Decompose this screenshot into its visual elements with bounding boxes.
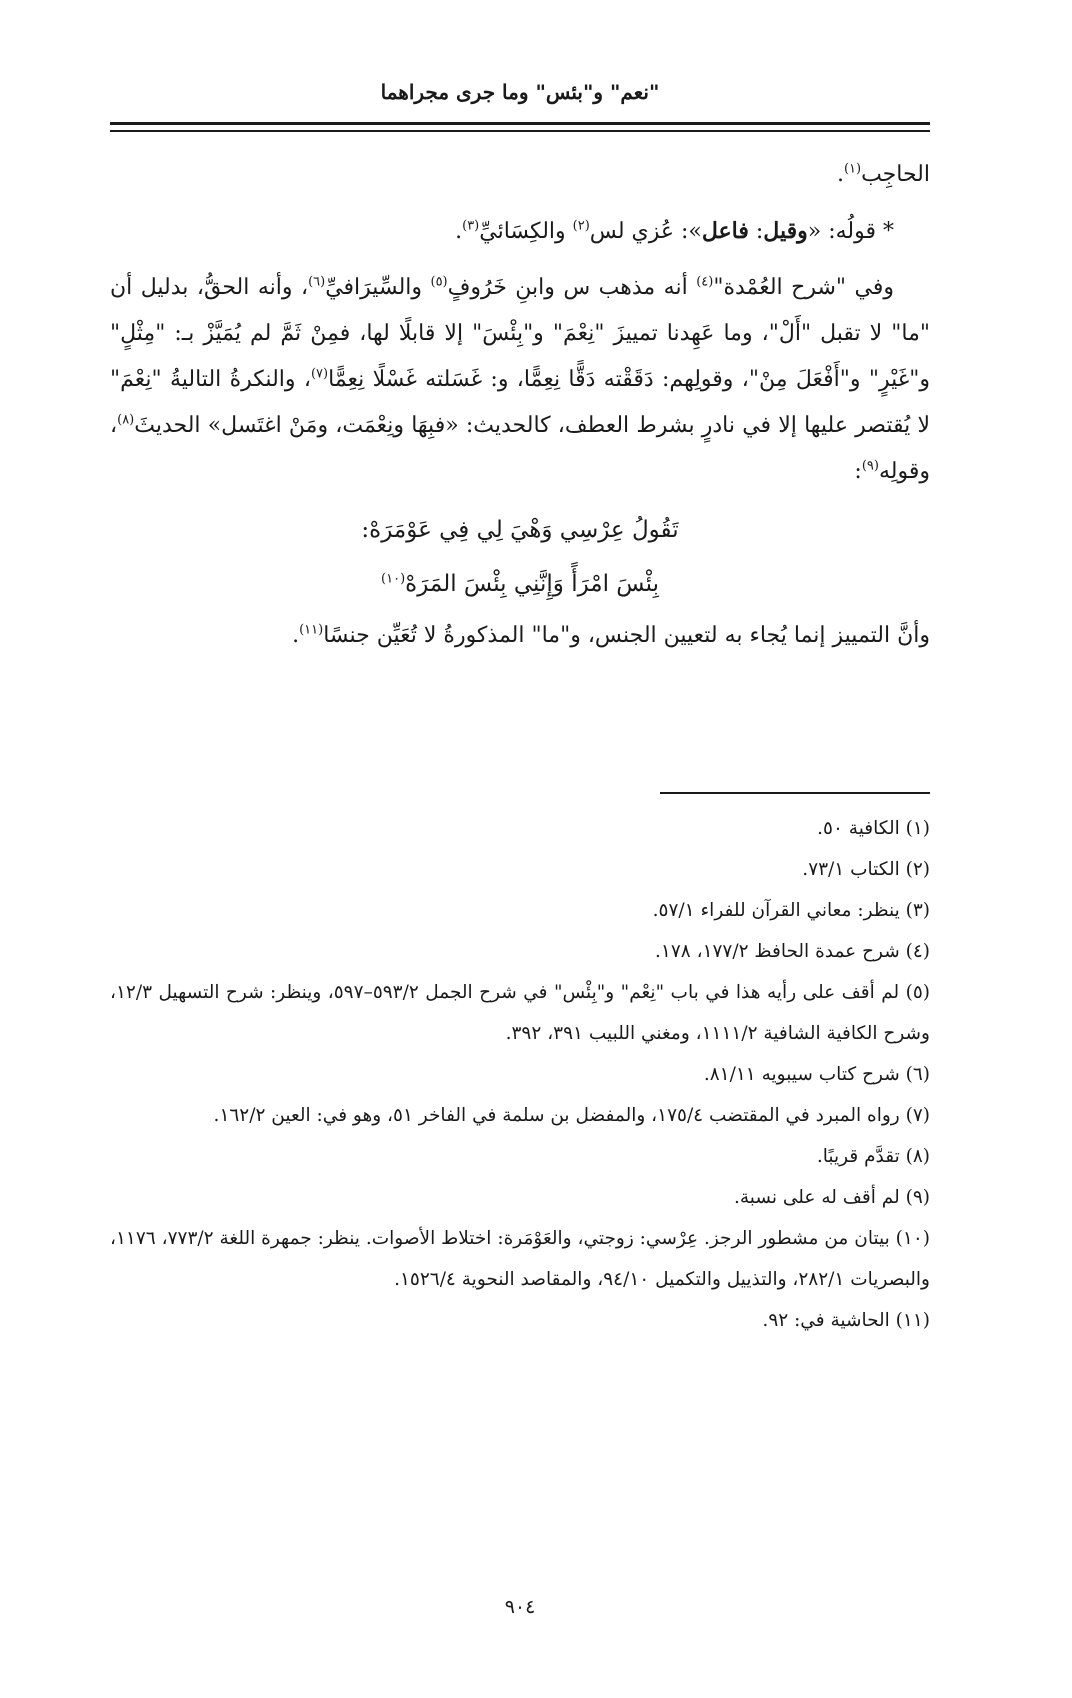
footnote-ref-7: (٧) [310,366,329,382]
p3-t7: : [854,459,862,484]
footnote-2: (٢) الكتاب ٧٣/١. [802,859,930,880]
p2-pre: * قولُه: « [807,219,894,244]
footnote-ref-8: (٨) [117,412,135,428]
verse-line-2 [110,559,930,609]
footnote-ref-10: (١٠) [381,571,406,587]
p3-t1: وفي "شرح العُمْدة" [713,275,894,300]
footnote-ref-5: (٥) [430,274,448,290]
footnote-1: (١) الكافية ٥٠. [817,818,930,839]
paragraph-2 [110,208,930,255]
main-text [110,152,930,669]
footnote-7: (٧) رواه المبرد في المقتضب ١٧٥/٤، والمفضل بن سلمة في الفاخر ٥١، وهو في: العين ١٦٢/٢. [213,1105,930,1126]
paragraph-1 [110,152,930,198]
footnote-6: (٦) شرح كتاب سيبويه ٨١/١١. [703,1064,930,1085]
p1-text: الحاجِب [861,162,930,187]
p3-t2: أنه مذهب س وابنِ خَرُوفٍ [447,275,697,300]
paragraph-3 [110,265,930,495]
p1-end: . [836,162,844,187]
p3-t4: ، وأنه الحقُّ، بدليل أن "ما" لا تقبل "أَلْ"، وما عَهِدنا تمييزَ "نِعْمَ" و"بِئْسَ" إلا قابلًا لها، فمِنْ ثَمَّ لم يُمَيَّزْ بـ: "مِثْلٍ" و"غَيْرٍ" و"أَفْعَلَ مِنْ"، وقولِهم: دَقَقْته دَقًّا نِعِمًّا، و: غَسَلته غَسْلًا نِعِمًّا [110,275,931,392]
footnote-4: (٤) شرح عمدة الحافظ ١٧٧/٢، ١٧٨. [655,941,930,962]
verse-line-1: تَقُولُ عِرْسِي وَهْيَ لِي فِي عَوْمَرَهْ: [361,517,679,543]
p4-end: . [292,623,300,648]
footnote-ref-1: (١) [843,161,862,177]
page-number: ٩٠٤ [504,1596,536,1618]
footnote-separator [660,792,930,794]
running-title: "نعم" و"بئس" وما جرى مجراهما [380,80,660,104]
footnote-ref-6: (٦) [308,274,326,290]
footnote-9: (٩) لم أقف له على نسبة. [733,1187,930,1208]
p4-text: وأنَّ التمييز إنما يُجاء به لتعيين الجنس، و"ما" المذكورةُ لا تُعَيِّن جنسًا [323,623,930,648]
footnotes [110,808,930,1341]
header-rule-thick [110,122,930,125]
footnote-8: (٨) تقدَّم قريبًا. [816,1146,930,1167]
footnote-ref-11: (١١) [299,622,324,638]
footnote-ref-9: (٩) [861,458,879,474]
header-rule-thin [110,130,930,132]
p2-end: . [455,219,463,244]
verse-line-2-text: بِئْسَ امْرَأً وَإِنَّنِي بِئْسَ المَرَهْ [405,571,659,597]
p2-bold-fail: فاعل [701,218,749,244]
p2-bold-waqil: وقيل [763,218,808,244]
p2-mid2: والكِسَائيِّ [479,219,573,244]
p2-post: »: عُزي لس [589,219,702,244]
p2-mid: : [748,219,764,244]
p3-t3: والسِّيرَافيِّ [325,275,431,300]
footnote-11: (١١) الحاشية في: ٩٢. [762,1310,930,1331]
footnote-10: (١٠) بيتان من مشطور الرجز. عِرْسي: زوجتي، والعَوْمَرة: اختلاط الأصوات. ينظر: جمهرة اللغة ٧٧٣/٢، ١١٧٦، والبصريات ٢٨٢/١، والتذييل والتكميل ٩٤/١٠، والمقاصد النحوية ١٥٢٦/٤. [110,1228,930,1290]
p3-t5: ، والنكرةُ التاليةُ "نِعْمَ" لا يُقتصر عليها إلا في نادرٍ بشرط العطف، كالحديث: «فبِهَا ونِعْمَت، ومَنْ اغتَسل» الحديثَ [110,367,930,438]
p3-t6: ، وقولِه [110,413,930,484]
footnote-ref-4: (٤) [696,274,714,290]
footnote-ref-2: (٢) [572,218,590,234]
footnote-5: (٥) لم أقف على رأيه هذا في باب "نِعْم" و"بِئْس" في شرح الجمل ٥٩٣/٢–٥٩٧، وينظر: شرح التسهيل ١٢/٣، وشرح الكافية الشافية ١١١١/٢، ومغني اللبيب ٣٩١، ٣٩٢. [110,982,930,1044]
paragraph-4 [110,613,930,659]
footnote-ref-3: (٣) [462,218,480,234]
footnote-3: (٣) ينظر: معاني القرآن للفراء ٥٧/١. [652,900,930,921]
